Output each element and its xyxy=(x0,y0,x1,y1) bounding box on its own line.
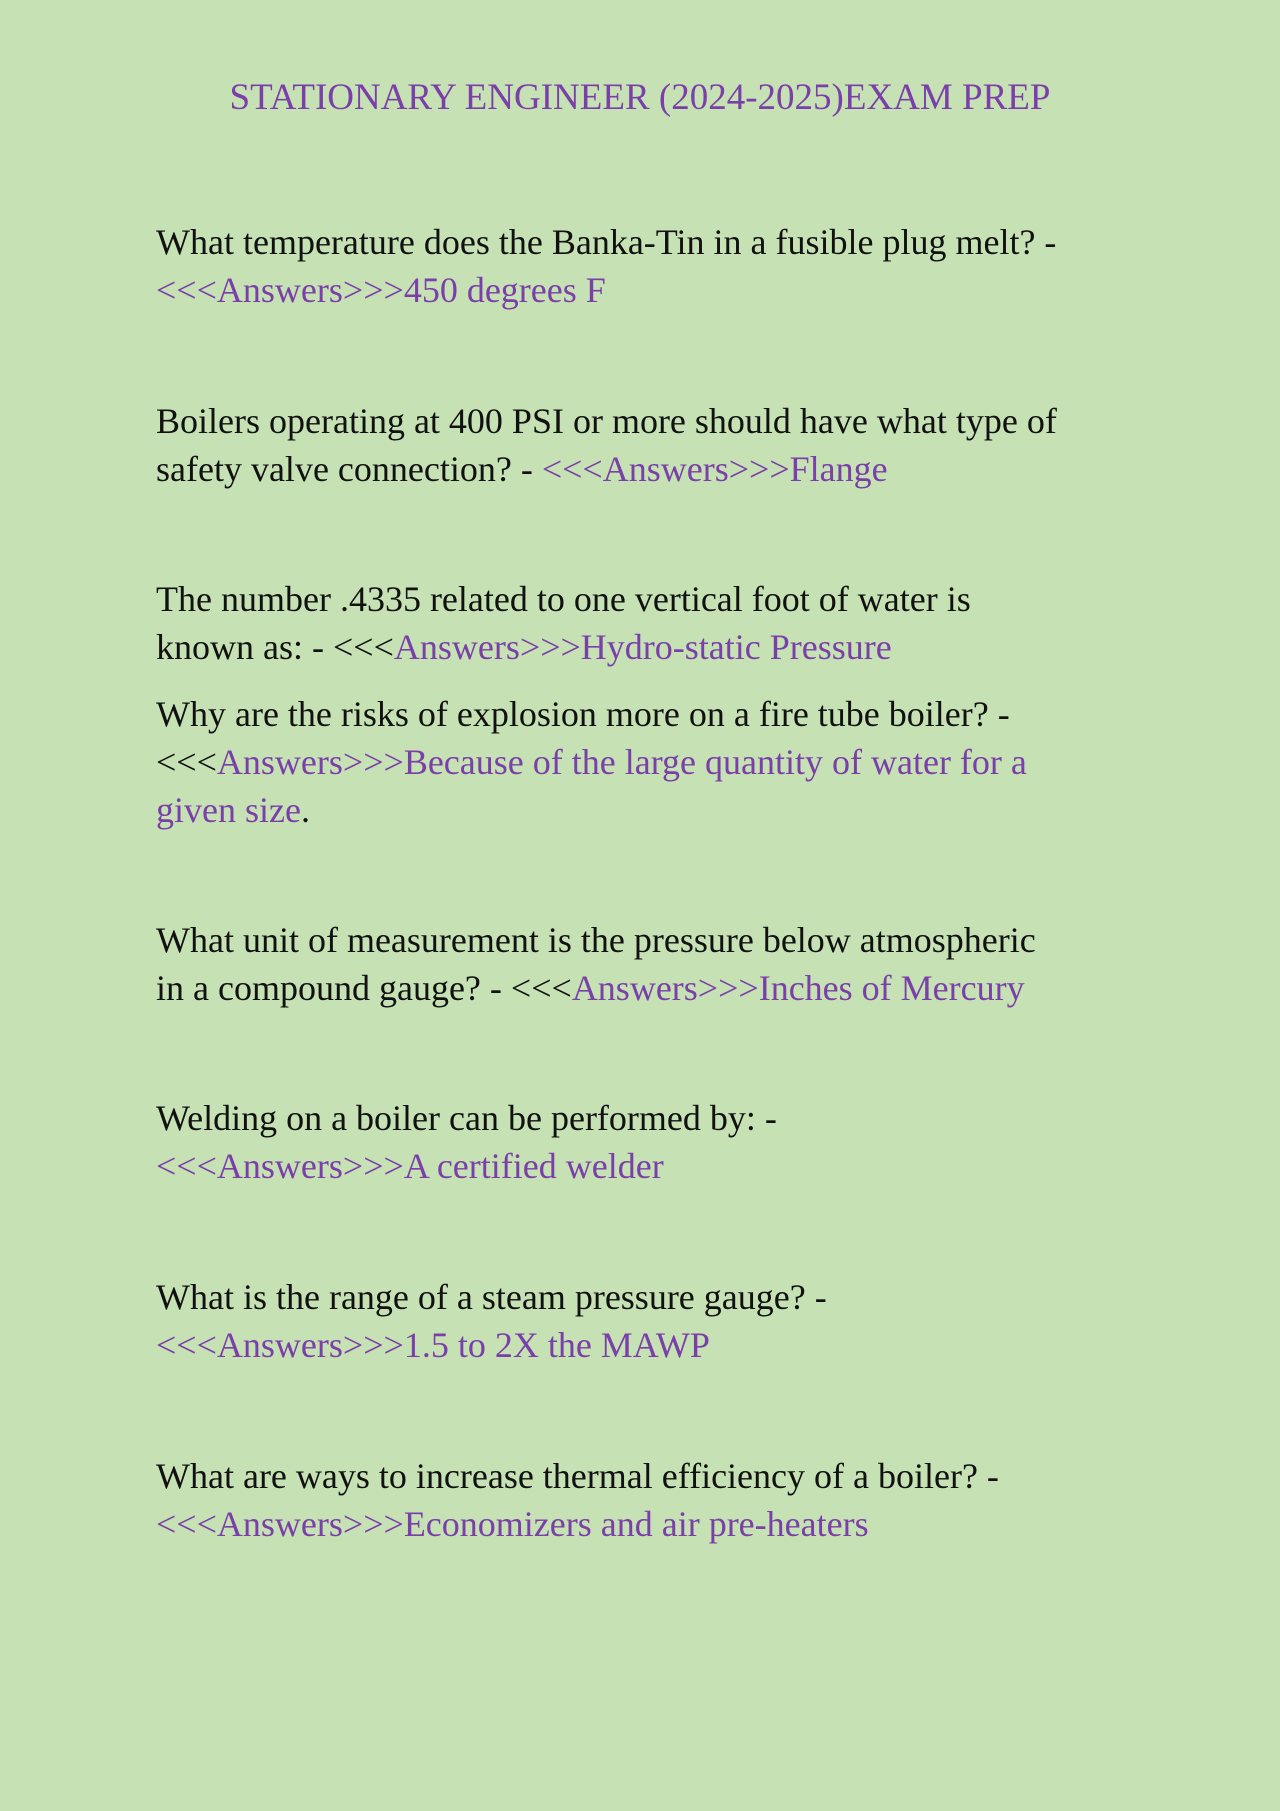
qa-item-4 xyxy=(156,690,1136,834)
question-text-continued: in a compound gauge? - xyxy=(156,968,502,1008)
answer-text: 1.5 to 2X the MAWP xyxy=(403,1325,710,1365)
question-text-continued: safety valve connection? - xyxy=(156,449,533,489)
answer-prefix: Answers>>> xyxy=(393,627,581,667)
answer-prefix-marker: <<< xyxy=(332,627,394,667)
answer-prefix-marker: <<< xyxy=(510,968,572,1008)
question-text: What is the range of a steam pressure gauge? - xyxy=(156,1277,827,1317)
answer-text: 450 degrees F xyxy=(403,270,606,310)
answer-text-continued: given size xyxy=(156,790,301,830)
answer-text: Hydro-static Pressure xyxy=(580,627,892,667)
answer-text: Economizers and air pre-heaters xyxy=(403,1504,869,1544)
qa-item-8 xyxy=(156,1452,1136,1548)
answer-prefix: Answers>>> xyxy=(571,968,759,1008)
answer-suffix: . xyxy=(300,790,310,830)
qa-item-6 xyxy=(156,1094,1136,1190)
question-text: What temperature does the Banka-Tin in a fusible plug melt? - xyxy=(156,222,1057,262)
answer-text: Flange xyxy=(789,449,888,489)
answer-text: Inches of Mercury xyxy=(758,968,1025,1008)
qa-item-7 xyxy=(156,1273,1136,1369)
question-text: Why are the risks of explosion more on a fire tube boiler? - xyxy=(156,694,1010,734)
answer-prefix: Answers>>> xyxy=(216,742,404,782)
qa-item-5 xyxy=(156,916,1136,1012)
page-title: STATIONARY ENGINEER (2024-2025)EXAM PREP xyxy=(229,77,1051,118)
answer-prefix: <<<Answers>>> xyxy=(156,1504,404,1544)
question-text-continued: known as: - xyxy=(156,627,324,667)
answer-prefix: <<<Answers>>> xyxy=(156,1325,404,1365)
question-text: Welding on a boiler can be performed by: - xyxy=(156,1098,777,1138)
answer-text: Because of the large quantity of water for a xyxy=(403,742,1027,782)
answer-text: A certified welder xyxy=(403,1146,664,1186)
qa-item-2 xyxy=(156,397,1136,493)
question-text: What unit of measurement is the pressure below atmospheric xyxy=(156,920,1036,960)
question-text: Boilers operating at 400 PSI or more should have what type of xyxy=(156,401,1057,441)
qa-item-3 xyxy=(156,575,1136,671)
question-text: What are ways to increase thermal efficiency of a boiler? - xyxy=(156,1456,999,1496)
qa-item-1 xyxy=(156,218,1136,314)
question-text: The number .4335 related to one vertical foot of water is xyxy=(156,579,971,619)
answer-prefix: <<<Answers>>> xyxy=(541,449,790,489)
answer-prefix: <<<Answers>>> xyxy=(156,270,404,310)
answer-prefix: <<<Answers>>> xyxy=(156,1146,404,1186)
answer-prefix-marker: <<< xyxy=(156,742,217,782)
